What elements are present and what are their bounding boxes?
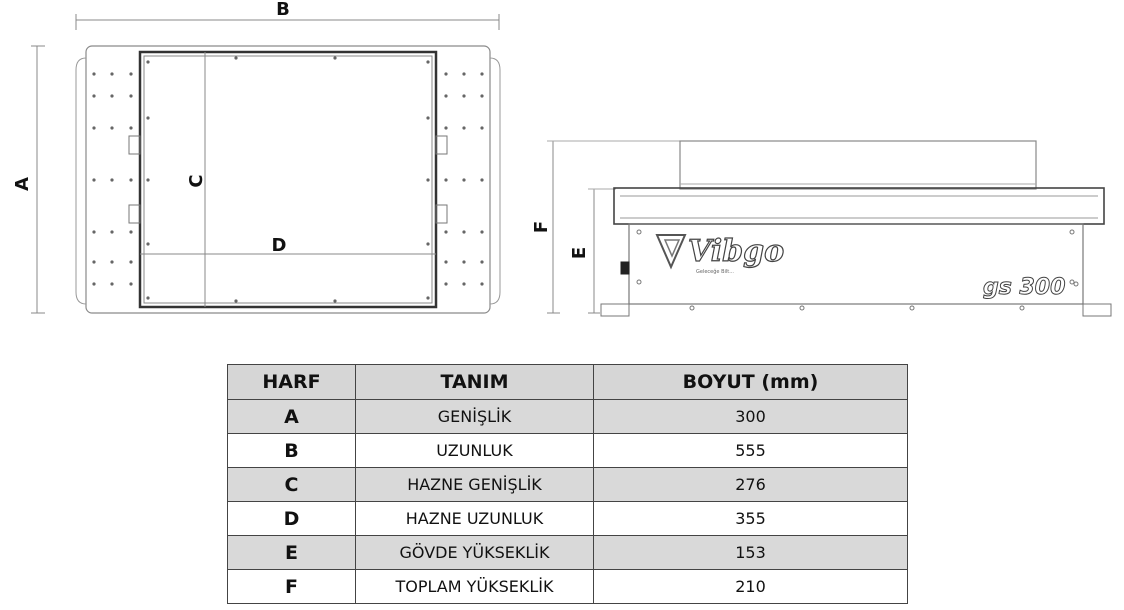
hole-dot [480, 126, 483, 129]
table-row [228, 570, 908, 604]
screw-dot [637, 230, 641, 234]
hole-dot [462, 126, 465, 129]
hole-dot [129, 72, 132, 75]
table-row [228, 434, 908, 468]
cell-boyut: 276 [594, 468, 908, 502]
hole-dot [234, 56, 237, 59]
screw-dot [637, 280, 641, 284]
cell-boyut: 153 [594, 536, 908, 570]
logo-text: Vibgo [688, 234, 785, 269]
hole-dot [146, 242, 149, 245]
vibgo-logo [657, 234, 784, 275]
dim-label-a: A [12, 177, 33, 191]
hole-dot [444, 72, 447, 75]
screw-dot [1020, 306, 1024, 310]
hole-dot [146, 60, 149, 63]
cell-tanim: TOPLAM YÜKSEKLİK [356, 570, 594, 604]
dim-label-b: B [276, 0, 290, 20]
dim-label-f: F [531, 220, 552, 234]
hole-dot [110, 126, 113, 129]
hole-dot [426, 178, 429, 181]
dim-label-e: E [569, 246, 590, 260]
hole-dot [462, 230, 465, 233]
hole-dot [426, 242, 429, 245]
cell-harf: D [228, 502, 356, 536]
cell-boyut: 355 [594, 502, 908, 536]
hole-dot [110, 230, 113, 233]
hole-dot [110, 94, 113, 97]
hole-dot [129, 230, 132, 233]
model-label: gs 300 [983, 275, 1066, 300]
screw-dot [910, 306, 914, 310]
cell-tanim: GENİŞLİK [356, 400, 594, 434]
hole-dot [92, 72, 95, 75]
hole-dot [110, 178, 113, 181]
hole-dot [333, 56, 336, 59]
cell-tanim: HAZNE UZUNLUK [356, 502, 594, 536]
hole-dot [480, 282, 483, 285]
screw-dot [690, 306, 694, 310]
hole-dot [234, 299, 237, 302]
dim-label-d: D [271, 235, 287, 256]
hole-dot [480, 72, 483, 75]
cell-harf: B [228, 434, 356, 468]
cell-boyut: 210 [594, 570, 908, 604]
hole-dot [462, 94, 465, 97]
hole-dot [146, 116, 149, 119]
cell-tanim: UZUNLUK [356, 434, 594, 468]
hole-dot [129, 126, 132, 129]
hole-dot [426, 60, 429, 63]
hole-dot [480, 260, 483, 263]
screw-dot [1070, 230, 1074, 234]
hole-dot [462, 72, 465, 75]
hole-dot [92, 94, 95, 97]
hole-dot [426, 116, 429, 119]
hole-dot [146, 178, 149, 181]
hole-dot [462, 282, 465, 285]
hole-dot [480, 94, 483, 97]
hole-dot [444, 230, 447, 233]
table-row [228, 502, 908, 536]
hole-dot [110, 260, 113, 263]
screw-dot [800, 306, 804, 310]
table-row [228, 468, 908, 502]
header-boyut: BOYUT (mm) [594, 365, 908, 400]
hole-dot [480, 178, 483, 181]
hole-dot [462, 178, 465, 181]
table-row [228, 400, 908, 434]
logo-tagline: Geleceğe Bilt... [696, 269, 735, 275]
header-harf: HARF [228, 365, 356, 400]
cell-boyut: 555 [594, 434, 908, 468]
screw-dot [1070, 280, 1074, 284]
hole-dot [146, 296, 149, 299]
cell-tanim: GÖVDE YÜKSEKLİK [356, 536, 594, 570]
hole-dot [444, 178, 447, 181]
hole-dot [333, 299, 336, 302]
hole-dot [110, 282, 113, 285]
hole-dot [110, 72, 113, 75]
cell-harf: F [228, 570, 356, 604]
hole-dot [480, 230, 483, 233]
hole-dot [92, 282, 95, 285]
dimension-table [227, 364, 908, 604]
hole-dot [444, 260, 447, 263]
cell-harf: A [228, 400, 356, 434]
hole-dot [426, 296, 429, 299]
hole-dot [92, 178, 95, 181]
header-tanim: TANIM [356, 365, 594, 400]
dim-label-c: C [186, 174, 207, 188]
hole-dot [129, 260, 132, 263]
hole-dot [444, 94, 447, 97]
hole-dot [462, 260, 465, 263]
hole-dot [444, 282, 447, 285]
cell-boyut: 300 [594, 400, 908, 434]
cell-harf: E [228, 536, 356, 570]
top-view [31, 14, 500, 313]
hole-dot [129, 282, 132, 285]
cell-tanim: HAZNE GENİŞLİK [356, 468, 594, 502]
hole-dot [92, 260, 95, 263]
screw-dot [1074, 282, 1078, 286]
hole-dot [92, 126, 95, 129]
table-row [228, 536, 908, 570]
cell-harf: C [228, 468, 356, 502]
hole-dot [444, 126, 447, 129]
table-header-row [228, 365, 908, 400]
hole-dot [129, 94, 132, 97]
hole-dot [92, 230, 95, 233]
hole-dot [129, 178, 132, 181]
mounting-holes [92, 56, 483, 302]
